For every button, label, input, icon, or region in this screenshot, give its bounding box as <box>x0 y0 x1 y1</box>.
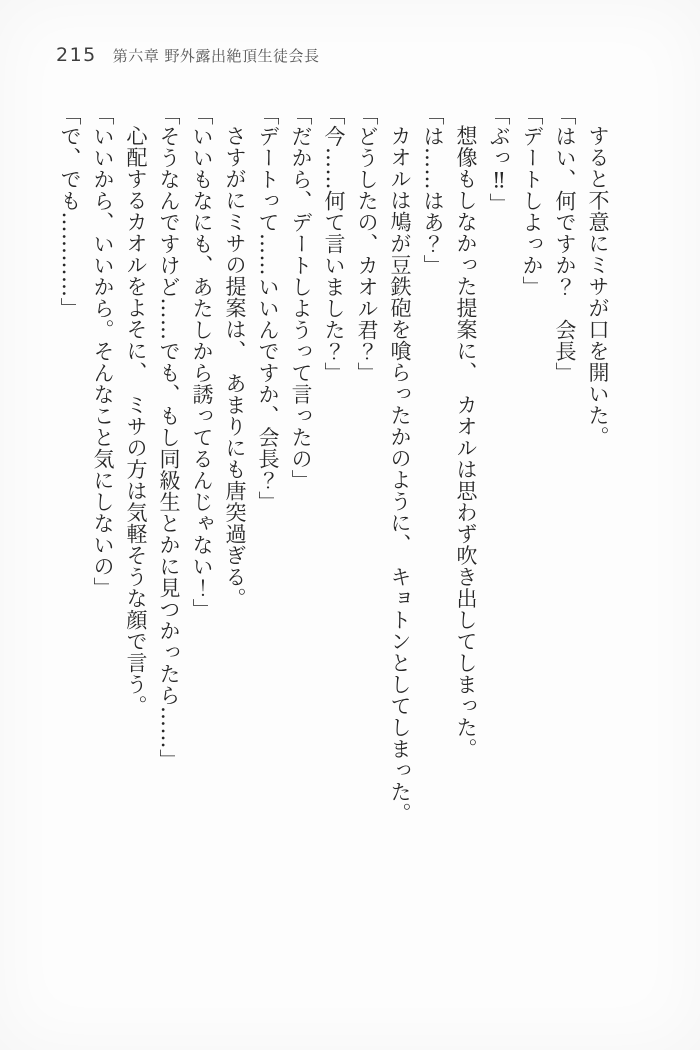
text-line: 「今……何て言いました？」 <box>322 104 346 384</box>
text-line: 「いいから、いいから。そんなこと気にしないの」 <box>91 104 115 599</box>
text-line: 「で、でも…………」 <box>58 104 82 319</box>
text-line: さすがにミサの提案は、 あまりにも唐突過ぎる。 <box>223 125 247 609</box>
text-line: カオルは鳩が豆鉄砲を喰らったかのように、 キョトンとしてしまった。 <box>388 125 412 824</box>
page-number: 215 <box>56 44 97 66</box>
text-line: 「そうなんですけど……でも、もし同級生とかに見つかったら……」 <box>157 104 181 771</box>
running-head <box>56 44 320 66</box>
chapter-title: 第六章 野外露出絶頂生徒会長 <box>112 47 320 65</box>
text-line: 「だから、デートしようって言ったの」 <box>289 104 313 491</box>
text-line: 「はい、何ですか？ 会長」 <box>553 104 577 384</box>
text-line: 「デートしよっか」 <box>520 104 544 298</box>
text-line: 心配するカオルをよそに、 ミサの方は気軽そうな顔で言う。 <box>124 125 148 717</box>
text-line: 「いいもなにも、あたしから誘ってるんじゃない！」 <box>190 104 214 620</box>
text-line: 「ぶっ‼」 <box>487 104 511 215</box>
text-line: 「どうしたの、カオル君？」 <box>355 104 379 384</box>
text-line: 想像もしなかった提案に、 カオルは思わず吹き出してしまった。 <box>454 125 478 760</box>
text-line: 「デートって……いいんですか、会長？」 <box>256 104 280 513</box>
text-line: すると不意にミサが口を開いた。 <box>586 125 610 448</box>
vertical-text-body <box>53 104 614 868</box>
text-line: 「は……はあ？」 <box>421 104 445 276</box>
